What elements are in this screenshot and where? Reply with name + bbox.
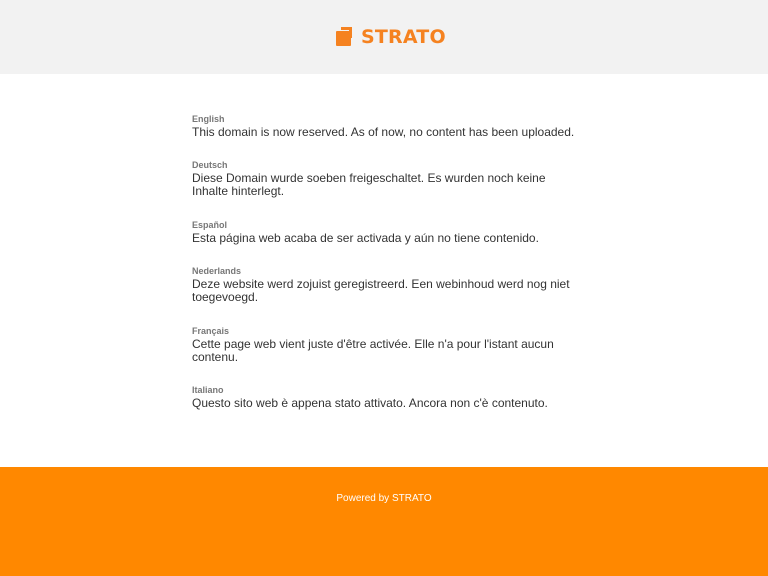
language-label: Français	[192, 326, 230, 336]
language-block-english	[192, 113, 582, 139]
language-label: Nederlands	[192, 266, 242, 276]
language-message: This domain is now reserved. As of now, no content has been uploaded.	[192, 125, 575, 139]
language-block-espanol	[192, 219, 582, 245]
language-message: Questo sito web è appena stato attivato. Ancora non c'è contenuto.	[192, 396, 548, 410]
language-label: Italiano	[192, 385, 224, 395]
powered-by-link[interactable]: Powered by STRATO	[336, 493, 432, 504]
language-block-francais	[192, 325, 582, 364]
page-footer	[0, 467, 768, 576]
strato-logo-icon	[336, 27, 356, 47]
logo-text: STRATO	[361, 26, 446, 48]
language-label: Deutsch	[192, 160, 228, 170]
language-label: Español	[192, 220, 228, 230]
language-block-nederlands	[192, 265, 582, 304]
language-message: Esta página web acaba de ser activada y aún no tiene contenido.	[192, 231, 539, 245]
page-header	[0, 0, 768, 74]
language-message: Diese Domain wurde soeben freigeschaltet. Es wurden noch keine Inhalte hinterlegt.	[192, 171, 546, 198]
language-message: Deze website werd zojuist geregistreerd. Een webinhoud werd nog niet toegevoegd.	[192, 277, 570, 304]
language-message: Cette page web vient juste d'être activée. Elle n'a pour l'istant aucun contenu.	[192, 337, 554, 364]
language-block-deutsch	[192, 159, 582, 198]
language-block-italiano	[192, 384, 582, 410]
language-label: English	[192, 114, 225, 124]
strato-logo[interactable]	[336, 26, 446, 48]
